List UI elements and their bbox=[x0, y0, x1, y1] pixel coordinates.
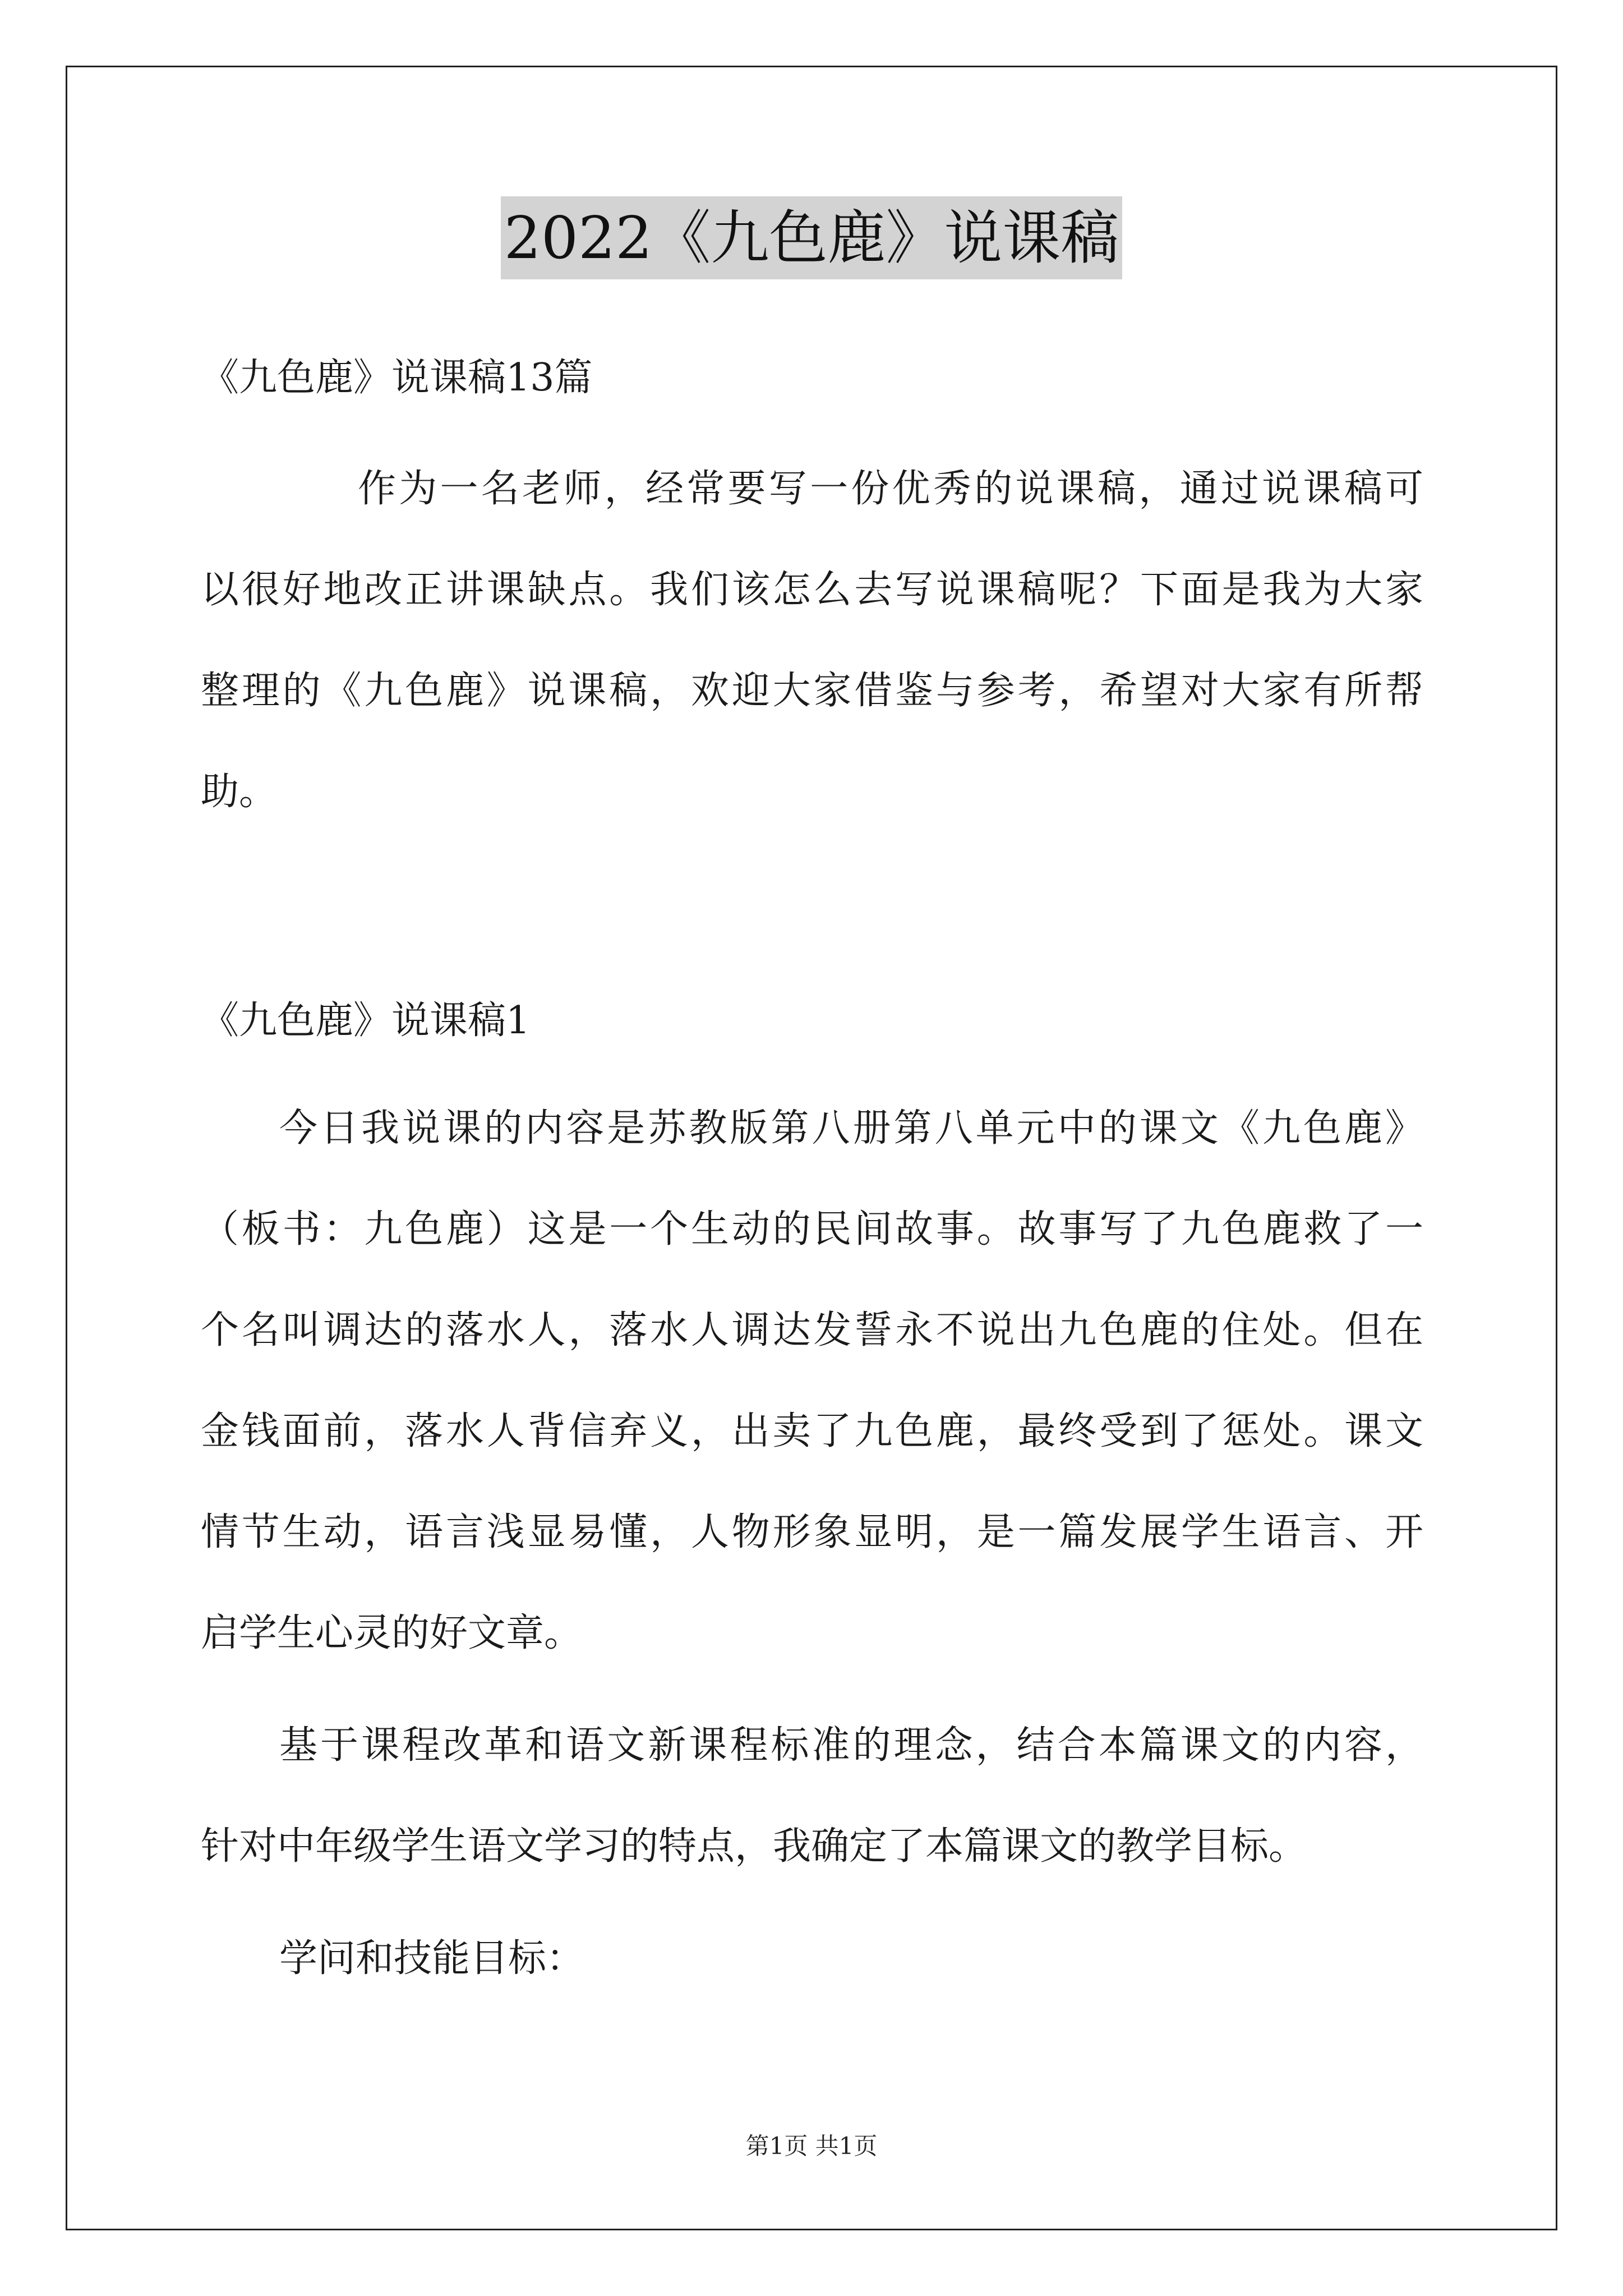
paragraph1-line-1: 今日我说课的内容是苏教版第八册第八单元中的课文《九色鹿》 bbox=[279, 1106, 1423, 1151]
paragraph2-line-1: 基于课程改革和语文新课程标准的理念，结合本篇课文的内容， bbox=[279, 1723, 1423, 1768]
paragraph1-line-6: 启学生心灵的好文章。 bbox=[201, 1611, 583, 1655]
title-container bbox=[0, 196, 1623, 279]
paragraph2-line-2: 针对中年级学生语文学习的特点，我确定了本篇课文的教学目标。 bbox=[201, 1824, 1307, 1869]
paragraph1-line-2: （板书：九色鹿）这是一个生动的民间故事。故事写了九色鹿救了一 bbox=[201, 1207, 1423, 1251]
page-number-footer: 第1页 共1页 bbox=[745, 2132, 878, 2160]
section-heading: 《九色鹿》说课稿1 bbox=[201, 999, 531, 1043]
paragraph1-line-4: 金钱面前，落水人背信弃义，出卖了九色鹿，最终受到了惩处。课文 bbox=[201, 1409, 1423, 1453]
intro-line-2: 以很好地改正讲课缺点。我们该怎么去写说课稿呢？下面是我为大家 bbox=[201, 568, 1423, 612]
intro-line-4: 助。 bbox=[201, 770, 278, 814]
paragraph1-line-3: 个名叫调达的落水人，落水人调达发誓永不说出九色鹿的住处。但在 bbox=[201, 1308, 1423, 1352]
intro-line-1: 作为一名老师，经常要写一份优秀的说课稿，通过说课稿可 bbox=[358, 467, 1423, 511]
paragraph3-line-1: 学问和技能目标： bbox=[279, 1936, 585, 1981]
paragraph1-line-5: 情节生动，语言浅显易懂，人物形象显明，是一篇发展学生语言、开 bbox=[201, 1510, 1423, 1554]
document-title: 2022《九色鹿》说课稿 bbox=[501, 196, 1123, 279]
intro-line-3: 整理的《九色鹿》说课稿，欢迎大家借鉴与参考，希望对大家有所帮 bbox=[201, 669, 1423, 713]
document-subtitle: 《九色鹿》说课稿13篇 bbox=[201, 356, 593, 400]
